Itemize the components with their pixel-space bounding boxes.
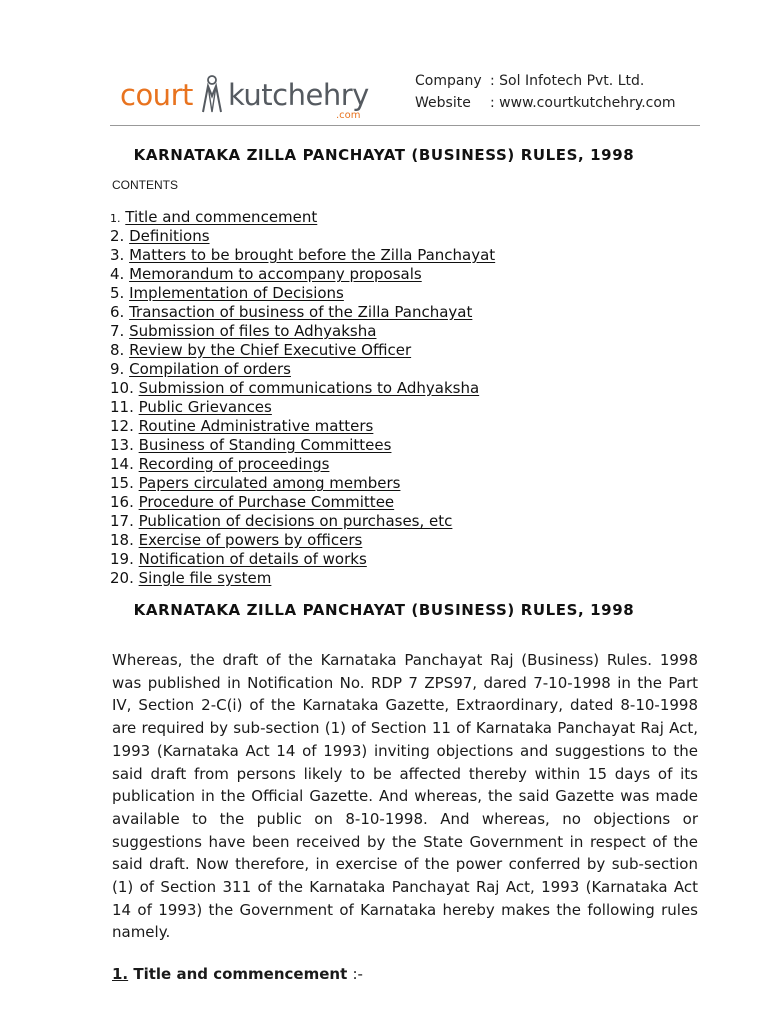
toc-number: 4.	[110, 265, 125, 283]
toc-link[interactable]: Definitions	[129, 227, 210, 245]
toc-item	[110, 398, 495, 417]
toc-link[interactable]: Review by the Chief Executive Officer	[129, 341, 412, 359]
toc-item	[110, 284, 495, 303]
toc-link[interactable]: Memorandum to accompany proposals	[129, 265, 422, 283]
page-header	[120, 62, 710, 126]
contents-label: CONTENTS	[112, 178, 178, 192]
toc-number: 1.	[110, 212, 121, 225]
company-info	[415, 70, 676, 114]
toc-item	[110, 322, 495, 341]
section-title-suffix: :-	[352, 965, 363, 983]
toc-item	[110, 379, 495, 398]
toc-number: 17.	[110, 512, 134, 530]
toc-number: 11.	[110, 398, 134, 416]
logo-text-com: .com	[336, 110, 361, 121]
toc-link[interactable]: Publication of decisions on purchases, etc	[138, 512, 453, 530]
toc-number: 18.	[110, 531, 134, 549]
toc-link[interactable]: Submission of communications to Adhyaksha	[138, 379, 480, 397]
toc-item	[110, 474, 495, 493]
section-number: 1.	[112, 965, 129, 983]
website-value[interactable]: : www.courtkutchehry.com	[490, 95, 676, 111]
toc-item	[110, 341, 495, 360]
toc-number: 7.	[110, 322, 125, 340]
header-divider	[110, 125, 700, 126]
toc-item	[110, 493, 495, 512]
toc-item	[110, 265, 495, 284]
toc-number: 20.	[110, 569, 134, 587]
toc-link[interactable]: Single file system	[138, 569, 272, 587]
toc-number: 10.	[110, 379, 134, 397]
toc-item	[110, 531, 495, 550]
toc-link[interactable]: Compilation of orders	[129, 360, 291, 378]
toc-item	[110, 303, 495, 322]
logo-text-kutchehry: kutchehry	[228, 78, 369, 112]
toc-item	[110, 246, 495, 265]
rules-heading: KARNATAKA ZILLA PANCHAYAT (BUSINESS) RULES, 1998	[133, 601, 635, 619]
company-value: : Sol Infotech Pvt. Ltd.	[490, 73, 645, 89]
toc-item	[110, 208, 495, 227]
toc-item	[110, 512, 495, 531]
toc-link[interactable]: Papers circulated among members	[138, 474, 401, 492]
toc-number: 5.	[110, 284, 125, 302]
website-label: Website	[415, 95, 471, 111]
toc-item	[110, 417, 495, 436]
toc-item	[110, 436, 495, 455]
toc-number: 13.	[110, 436, 134, 454]
toc-number: 9.	[110, 360, 125, 378]
section-1-heading	[112, 965, 363, 983]
toc-number: 2.	[110, 227, 125, 245]
toc-link[interactable]: Title and commencement	[125, 208, 318, 226]
toc-number: 8.	[110, 341, 125, 359]
preamble-paragraph: Whereas, the draft of the Karnataka Panchayat Raj (Business) Rules. 1998 was published in Notification No. RDP 7 ZPS97, dared 7-10-1998 in the Part IV, Section 2-C(i) of the Karnataka Gazette, Extraordinary, dated 8-10-1998 are required by sub-section (1) of Section 11 of Karnataka Panchayat Raj Act, 1993 (Karnataka Act 14 of 1993) inviting objections and suggestions to the said draft from persons likely to be affected thereby within 15 days of its publication in the Official Gazette. And whereas, the said Gazette was made available to the public on 8-10-1998. And whereas, no objections or suggestions have been received by the State Government in respect of the said draft. Now therefore, in exercise of the power conferred by sub-section (1) of Section 311 of the Karnataka Panchayat Raj Act, 1993 (Karnataka Act 14 of 1993) the Government of Karnataka hereby makes the following rules namely.	[112, 651, 698, 942]
toc-number: 16.	[110, 493, 134, 511]
toc-link[interactable]: Recording of proceedings	[138, 455, 330, 473]
logo-text-court: court	[120, 78, 193, 112]
toc-item	[110, 227, 495, 246]
toc-link[interactable]: Business of Standing Committees	[138, 436, 392, 454]
toc-link[interactable]: Transaction of business of the Zilla Panchayat	[129, 303, 473, 321]
toc-number: 15.	[110, 474, 134, 492]
document-title: KARNATAKA ZILLA PANCHAYAT (BUSINESS) RULES, 1998	[133, 146, 635, 164]
toc-number: 6.	[110, 303, 125, 321]
company-label: Company	[415, 73, 482, 89]
toc-link[interactable]: Routine Administrative matters	[138, 417, 374, 435]
toc-item	[110, 360, 495, 379]
lawyer-figure-icon	[197, 74, 227, 114]
toc-item	[110, 550, 495, 569]
table-of-contents	[110, 208, 495, 588]
toc-number: 19.	[110, 550, 134, 568]
toc-link[interactable]: Submission of files to Adhyaksha	[129, 322, 377, 340]
toc-number: 14.	[110, 455, 134, 473]
courtkutchehry-logo[interactable]	[120, 74, 380, 124]
toc-item	[110, 569, 495, 588]
company-row	[415, 70, 676, 92]
toc-link[interactable]: Implementation of Decisions	[129, 284, 344, 302]
toc-number: 12.	[110, 417, 134, 435]
toc-link[interactable]: Matters to be brought before the Zilla Panchayat	[129, 246, 496, 264]
toc-item	[110, 455, 495, 474]
toc-number: 3.	[110, 246, 125, 264]
toc-link[interactable]: Notification of details of works	[138, 550, 367, 568]
toc-link[interactable]: Public Grievances	[138, 398, 272, 416]
toc-link[interactable]: Procedure of Purchase Committee	[138, 493, 395, 511]
website-row	[415, 92, 676, 114]
section-title: Title and commencement	[133, 965, 348, 983]
toc-link[interactable]: Exercise of powers by officers	[138, 531, 363, 549]
